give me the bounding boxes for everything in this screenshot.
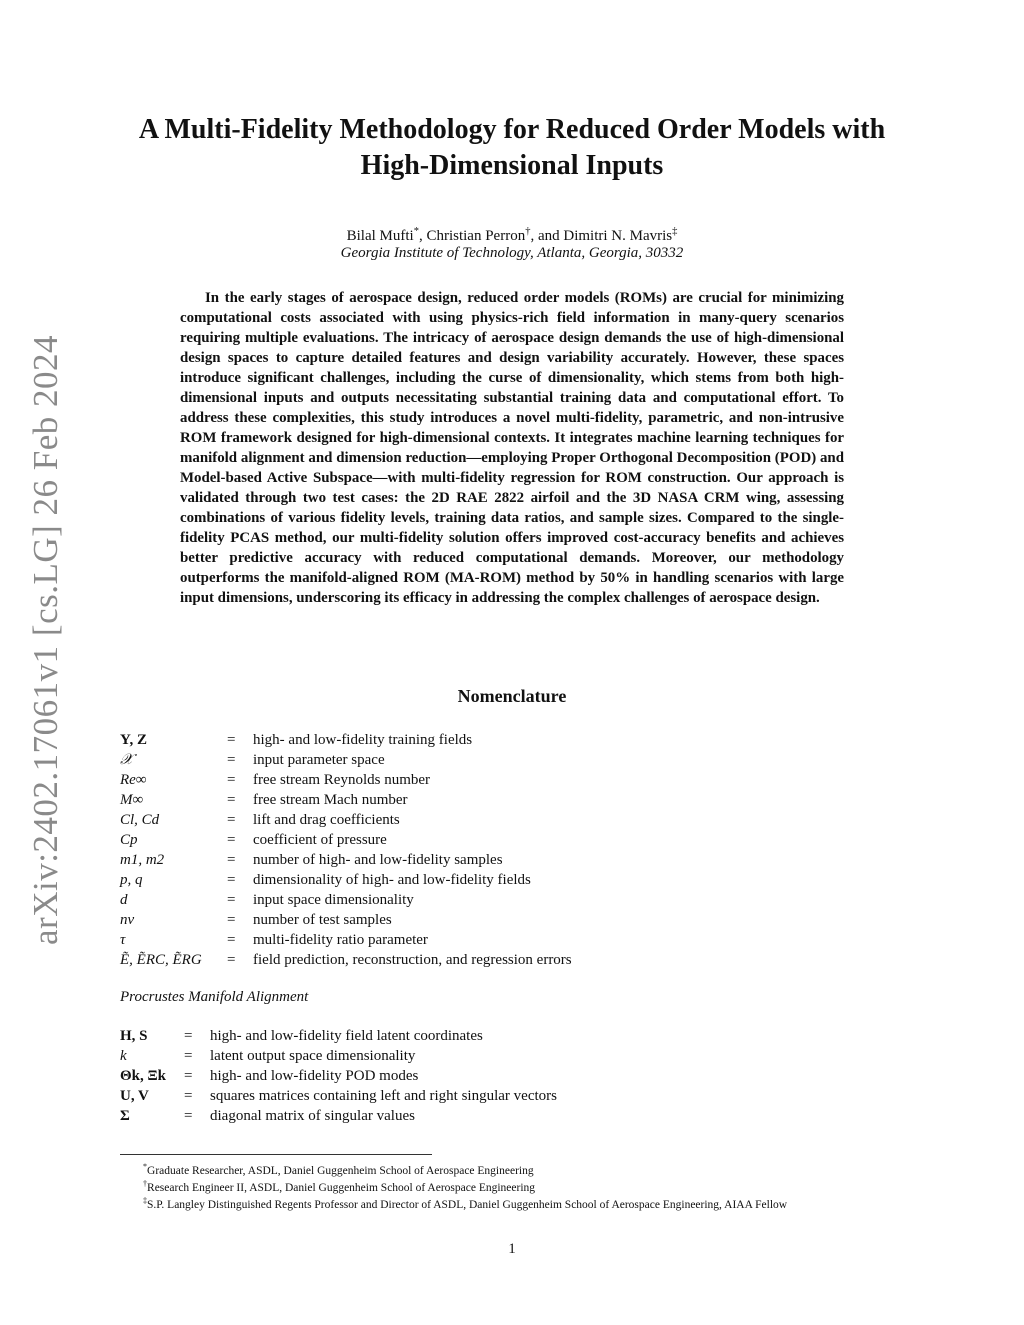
equals-sign: = [227,832,236,848]
footnote-text: Research Engineer II, ASDL, Daniel Guggenheim School of Aerospace Engineering [147,1181,536,1194]
author-separator: , [418,228,427,244]
equals-sign: = [227,792,236,808]
author-name: Bilal Mufti [346,228,414,244]
nomenclature-symbol: 𝒳 [120,752,133,768]
page-number: 1 [508,1241,516,1257]
author-separator: , and [530,228,564,244]
author-mark: * [413,226,419,237]
arxiv-stamp: arXiv:2402.17061v1 [cs.LG] 26 Feb 2024 [26,334,65,945]
paper-title: A Multi-Fidelity Methodology for Reduced Order Models with High-Dimensional Inputs [138,114,886,181]
nomenclature-description: input parameter space [253,752,385,768]
footnote-text: Graduate Researcher, ASDL, Daniel Guggenheim School of Aerospace Engineering [147,1164,534,1177]
equals-sign: = [227,932,236,948]
nomenclature-symbol: Cl, Cd [120,812,160,828]
nomenclature-symbol: Y, Z [120,732,147,748]
footnote-rule [120,1154,432,1155]
nomenclature-symbol: m1, m2 [120,852,165,868]
footnote-mark: * [143,1162,148,1171]
author-mark: ‡ [672,226,678,237]
nomenclature-description: lift and drag coefficients [253,812,400,828]
nomenclature-subsection: Procrustes Manifold Alignment [120,989,309,1005]
nomenclature-description: number of test samples [253,912,392,928]
nomenclature-symbol: M∞ [120,792,144,808]
equals-sign: = [227,732,236,748]
nomenclature-description: latent output space dimensionality [210,1048,416,1064]
footnote [143,1177,535,1195]
equals-sign: = [227,812,236,828]
nomenclature-description: field prediction, reconstruction, and regression errors [253,952,572,968]
nomenclature-symbol: d [120,892,128,908]
nomenclature-description: free stream Mach number [253,792,408,808]
nomenclature-description: dimensionality of high- and low-fidelity fields [253,872,531,888]
equals-sign: = [184,1048,193,1064]
nomenclature-symbol: k [120,1048,127,1064]
nomenclature-symbol: Re∞ [120,772,147,788]
nomenclature-description: multi-fidelity ratio parameter [253,932,428,948]
affiliation: Georgia Institute of Technology, Atlanta, Georgia, 30332 [340,245,684,261]
nomenclature-symbol: Σ [120,1108,130,1124]
nomenclature-description: coefficient of pressure [253,832,387,848]
nomenclature-symbol: Θk, Ξk [120,1068,167,1084]
nomenclature-symbol: U, V [120,1088,149,1104]
nomenclature-symbol: Ẽ, ẼRC, ẼRG [120,952,202,968]
nomenclature-description: high- and low-fidelity POD modes [210,1068,419,1084]
author-name: Christian Perron [426,228,526,244]
equals-sign: = [227,752,236,768]
nomenclature-description: number of high- and low-fidelity samples [253,852,503,868]
nomenclature-description: input space dimensionality [253,892,414,908]
nomenclature-description: high- and low-fidelity field latent coordinates [210,1028,483,1044]
equals-sign: = [227,952,236,968]
nomenclature-symbol: nv [120,912,135,928]
equals-sign: = [184,1088,193,1104]
nomenclature-heading: Nomenclature [457,686,567,706]
nomenclature-symbol: p, q [120,872,143,888]
author-name: Dimitri N. Mavris [563,228,673,244]
nomenclature-description: diagonal matrix of singular values [210,1108,415,1124]
equals-sign: = [184,1068,193,1084]
footnote [143,1160,534,1178]
nomenclature-symbol: Cp [120,832,138,848]
nomenclature-description: squares matrices containing left and right singular vectors [210,1088,557,1104]
author-mark: † [525,226,531,237]
footnote [143,1194,787,1212]
nomenclature-symbol: H, S [120,1028,148,1044]
equals-sign: = [227,772,236,788]
abstract: In the early stages of aerospace design, reduced order models (ROMs) are crucial for minimizing computational costs associated with using physics-rich field information in many-query scenarios requiring multiple evaluations. The intricacy of aerospace design demands the use of high-dimensional design spaces to capture detailed features and design variability accurately. However, these spaces introduce significant challenges, including the curse of dimensionality, which stems from both high-dimensional inputs and outputs necessitating substantial training data and computational effort. To address these complexities, this study introduces a novel multi-fidelity, parametric, and non-intrusive ROM framework designed for high-dimensional contexts. It integrates machine learning techniques for manifold alignment and dimension reduction—employing Proper Orthogonal Decomposition (POD) and Model-based Active Subspace—with multi-fidelity regression for ROM construction. Our approach is validated through two test cases: the 2D RAE 2822 airfoil and the 3D NASA CRM wing, assessing combinations of various fidelity levels, training data ratios, and sample sizes. Compared to the single-fidelity PCAS method, our multi-fidelity solution offers improved cost-accuracy benefits and achieves better predictive accuracy with reduced computational demands. Moreover, our methodology outperforms the manifold-aligned ROM (MA-ROM) method by 50% in handling scenarios with large input dimensions, underscoring its efficacy in addressing the complex challenges of aerospace design. [180,290,844,606]
footnote-mark: ‡ [143,1196,148,1205]
nomenclature-description: high- and low-fidelity training fields [253,732,473,748]
equals-sign: = [227,912,236,928]
nomenclature-symbol: τ [120,932,126,948]
equals-sign: = [227,852,236,868]
equals-sign: = [227,892,236,908]
equals-sign: = [184,1028,193,1044]
equals-sign: = [227,872,236,888]
nomenclature-description: free stream Reynolds number [253,772,431,788]
equals-sign: = [184,1108,193,1124]
footnote-mark: † [143,1179,148,1188]
footnote-text: S.P. Langley Distinguished Regents Professor and Director of ASDL, Daniel Guggenheim School of Aerospace Engineering, AIAA Fellow [147,1198,788,1211]
